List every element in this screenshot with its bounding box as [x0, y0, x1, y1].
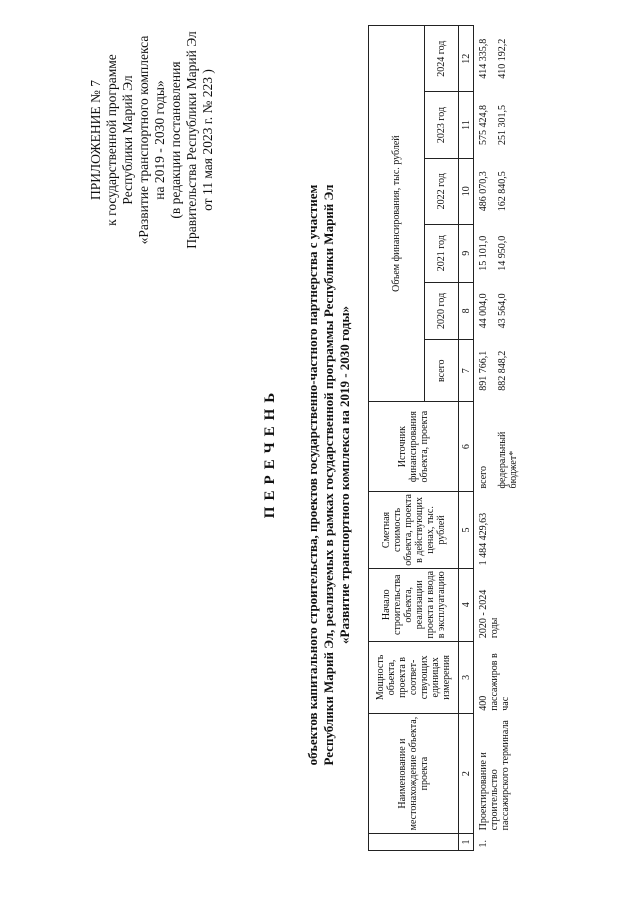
appendix-title: ПРИЛОЖЕНИЕ № 7 [88, 79, 103, 201]
row-cost: 1 484 429,63 [478, 512, 489, 566]
document-subtitle [305, 85, 353, 865]
table-row [474, 26, 494, 851]
column-number: 9 [459, 224, 474, 282]
row-index: 1. [478, 840, 489, 848]
appendix-block [88, 20, 216, 260]
column-number: 4 [459, 568, 474, 641]
row-value-2024: 410 192,2 [497, 38, 508, 79]
row-period: 2020 - 2024 годы [478, 589, 500, 639]
row-value-2021: 14 950,0 [497, 235, 508, 271]
header-year-2021: 2021 год [425, 224, 459, 282]
row-value-2022: 162 840,5 [497, 171, 508, 212]
row-value-2020: 43 564,0 [497, 293, 508, 329]
header-name: Наименование и местонахождение объекта, проекта [369, 714, 459, 834]
row-value-2021: 15 101,0 [478, 235, 489, 271]
row-total: 891 766,1 [478, 350, 489, 391]
header-capacity: Мощность объекта, проекта в соответ-ствующих единицах измерения [369, 641, 459, 714]
appendix-line: к государственной программе [104, 54, 119, 226]
row-name: Проектирование и строительство пассажирского терминала [478, 720, 511, 831]
objects-table [368, 25, 523, 851]
column-number: 6 [459, 402, 474, 492]
column-number: 5 [459, 491, 474, 568]
column-number: 12 [459, 26, 474, 92]
column-number: 11 [459, 92, 474, 158]
subtitle-line: «Развитие транспортного комплекса на 2019 - 2030 годы» [337, 306, 352, 644]
column-number: 10 [459, 158, 474, 224]
subtitle-line: Республики Марий Эл, реализуемых в рамках государственной программы Республики Марий Эл [321, 184, 336, 766]
header-year-2020: 2020 год [425, 282, 459, 340]
column-number: 8 [459, 282, 474, 340]
appendix-line: (в редакции постановления [168, 61, 183, 219]
row-value-2020: 44 004,0 [478, 293, 489, 329]
header-start: Начало строительства объекта, реализации проекта и ввода в эксплуатацию [369, 568, 459, 641]
row-value-2022: 486 070,3 [478, 171, 489, 212]
appendix-line: «Развитие транспортного комплекса [136, 35, 151, 245]
row-value-2023: 575 424,8 [478, 104, 489, 145]
header-total: всего [425, 340, 459, 402]
row-total: 882 848,2 [497, 350, 508, 391]
column-number: 1 [459, 833, 474, 850]
document-heading: ПЕРЕЧЕНЬ [262, 386, 278, 519]
appendix-line: Правительства Республики Марий Эл [184, 31, 199, 249]
header-year-2024: 2024 год [425, 26, 459, 92]
column-number: 3 [459, 641, 474, 714]
row-capacity: 400 пассажиров в час [478, 653, 511, 711]
header-cost: Сметная стоимость объекта, проекта в действующих ценах, тыс. рублей [369, 491, 459, 568]
header-funding-group: Объем финансирования, тыс. рублей [369, 26, 425, 402]
appendix-line: на 2019 - 2030 годы» [152, 80, 167, 200]
row-source: всего [478, 465, 489, 489]
subtitle-line: объектов капитального строительства, проектов государственно-частного партнерства с участием [305, 184, 320, 766]
header-year-2023: 2023 год [425, 92, 459, 158]
header-source: Источник финансирования объекта, проекта [369, 402, 459, 492]
column-number: 2 [459, 714, 474, 834]
header-year-2022: 2022 год [425, 158, 459, 224]
header-index-cell [369, 833, 459, 850]
appendix-line: от 11 мая 2023 г. № 223 ) [200, 69, 215, 211]
appendix-line: Республики Марий Эл [120, 75, 135, 205]
row-value-2023: 251 301,5 [497, 104, 508, 145]
row-source: федеральный бюджет* [497, 431, 519, 489]
column-number: 7 [459, 340, 474, 402]
row-value-2024: 414 335,8 [478, 38, 489, 79]
